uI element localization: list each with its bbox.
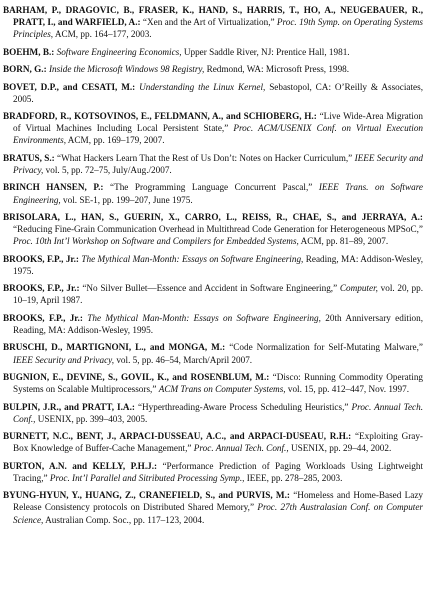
reference-authors: BOVET, D.P., and CESATI, M.: — [3, 81, 136, 92]
reference-title: “The Programming Language Concurrent Pascal,” — [110, 182, 313, 193]
reference-title: The Mythical Man-Month: Essays on Software Engineering, — [87, 312, 321, 323]
reference-authors: BRADFORD, R., KOTSOVINOS, E., FELDMANN, A., and SCHIOBERG, H.: — [3, 111, 317, 122]
reference-title: “Disco: Running Commodity Operating Systems on Scalable Multiprocessors,” — [13, 372, 424, 395]
reference-entry — [3, 253, 423, 277]
reference-venue: Computer, — [339, 283, 378, 294]
reference-details: vol. 15, pp. 412–447, Nov. 1997. — [287, 384, 409, 395]
reference-authors: BROOKS, F.P., Jr.: — [3, 253, 79, 264]
reference-entry — [3, 489, 423, 525]
reference-details: Upper Saddle River, NJ: Prentice Hall, 1981. — [183, 46, 350, 57]
reference-venue: Proc. 27th Australasian Conf. on Computer Science, — [13, 502, 423, 525]
reference-title: “Xen and the Art of Virtualization,” — [142, 17, 275, 28]
reference-authors: BRISOLARA, L., HAN, S., GUERIN, X., CARRO, L., REISS, R., CHAE, S., and JERRAYA, A.: — [3, 212, 423, 223]
reference-entry — [3, 341, 423, 365]
reference-details: ACM, pp. 81–89, 2007. — [300, 236, 389, 247]
reference-authors: BYUNG-HYUN, Y., HUANG, Z., CRANEFIELD, S., and PURVIS, M.: — [3, 490, 290, 501]
reference-details: Redmond, WA: Microsoft Press, 1998. — [206, 64, 350, 75]
reference-details: IEEE, pp. 278–285, 2003. — [246, 472, 343, 483]
reference-entry — [3, 282, 423, 306]
reference-details: vol. SE-1, pp. 199–207, June 1975. — [63, 194, 193, 205]
reference-venue: ACM Trans on Computer Systems, — [158, 384, 286, 395]
reference-title: “Homeless and Home-Based Lazy Release Consistency protocols on Distributed Shared Memory,” — [13, 490, 424, 513]
reference-venue: Proc. Int’l Parallel and Sitributed Processing Symp., — [49, 472, 245, 483]
reference-entry — [3, 211, 423, 247]
reference-title: “Exploiting Gray-Box Knowledge of Buffer-Cache Management,” — [13, 431, 423, 454]
reference-entry — [3, 81, 423, 105]
reference-entry — [3, 401, 423, 425]
reference-authors: BORN, G.: — [3, 64, 47, 75]
reference-venue: Proc. 10th Int’l Workshop on Software and Compilers for Embedded Systems, — [13, 236, 299, 247]
reference-title: “Live Wide-Area Migration of Virtual Machines Including Local Persistent State,” — [13, 111, 424, 134]
reference-entry — [3, 46, 423, 58]
reference-authors: BROOKS, F.P., Jr.: — [3, 283, 80, 294]
reference-authors: BRUSCHI, D., MARTIGNONI, L., and MONGA, M.: — [3, 342, 226, 353]
reference-details: vol. 20, pp. 10–19, April 1987. — [13, 283, 424, 306]
reference-entry — [3, 312, 423, 336]
reference-authors: BROOKS, F.P., Jr.: — [3, 312, 83, 323]
reference-venue: Proc. ACM/USENIX Conf. on Virtual Execution Environments, — [13, 123, 424, 146]
reference-entry — [3, 152, 423, 176]
reference-venue: IEEE Trans. on Software Engineering, — [13, 182, 424, 205]
reference-title: “What Hackers Learn That the Rest of Us Don’t: Notes on Hacker Curriculum,” — [57, 152, 353, 163]
reference-title: “Code Normalization for Self-Mutating Malware,” — [229, 342, 423, 353]
reference-title: “Reducing Fine-Grain Communication Overhead in Multithread Code Generation for Heterogeneous MPSoC,” — [13, 224, 423, 235]
reference-title: “Hyperthreading-Aware Process Scheduling Heuristics,” — [137, 401, 349, 412]
reference-entry — [3, 110, 423, 146]
reference-details: vol. 5, pp. 46–54, March/April 2007. — [116, 354, 253, 365]
reference-authors: BOEHM, B.: — [3, 46, 55, 57]
reference-title: “Performance Prediction of Paging Workloads Using Lightweight Tracing,” — [13, 460, 423, 483]
reference-details: Sebastopol, CA: O’Reilly & Associates, 2005. — [13, 81, 423, 104]
reference-details: USENIX, pp. 399–403, 2005. — [37, 413, 148, 424]
reference-authors: BURNETT, N.C., BENT, J., ARPACI-DUSSEAU, A.C., and ARPACI-DUSEAU, R.H.: — [3, 431, 352, 442]
reference-details: 20th Anniversary edition, Reading, MA: Addison-Wesley, 1995. — [13, 312, 424, 335]
reference-venue: Proc. Annual Tech. Conf., — [193, 443, 289, 454]
reference-details: Australian Comp. Soc., pp. 117–123, 2004. — [45, 514, 205, 525]
reference-title: Software Engineering Economics, — [56, 46, 182, 57]
reference-details: ACM, pp. 164–177, 2003. — [54, 29, 152, 40]
reference-title: “No Silver Bullet—Essence and Accident in Software Engineering,” — [82, 283, 338, 294]
reference-authors: BUGNION, E., DEVINE, S., GOVIL, K., and ROSENBLUM, M.: — [3, 372, 270, 383]
reference-entry — [3, 4, 423, 40]
reference-venue: Proc. 19th Symp. on Operating Systems Principles, — [13, 17, 424, 40]
reference-authors: BRINCH HANSEN, P.: — [3, 182, 104, 193]
reference-entry — [3, 430, 423, 454]
reference-venue: Proc. Annual Tech. Conf., — [13, 401, 423, 424]
reference-title: The Mythical Man-Month: Essays on Software Engineering, — [81, 253, 304, 264]
reference-list — [3, 4, 423, 531]
reference-title: Inside the Microsoft Windows 98 Registry, — [48, 64, 205, 75]
reference-venue: IEEE Security and Privacy, — [13, 152, 423, 175]
reference-venue: IEEE Security and Privacy, — [13, 354, 115, 365]
reference-authors: BULPIN, J.R., and PRATT, I.A.: — [3, 401, 135, 412]
reference-entry — [3, 63, 423, 75]
reference-authors: BARHAM, P., DRAGOVIC, B., FRASER, K., HAND, S., HARRIS, T., HO, A., NEUGEBAUER, R., PRATT, I., and WARFIELD, A.: — [3, 5, 423, 28]
reference-details: vol. 5, pp. 72–75, July/Aug./2007. — [45, 164, 172, 175]
reference-authors: BRATUS, S.: — [3, 152, 55, 163]
reference-title: Understanding the Linux Kernel, — [139, 81, 266, 92]
reference-details: Reading, MA: Addison-Wesley, 1975. — [13, 253, 424, 276]
reference-details: ACM, pp. 169–179, 2007. — [67, 135, 165, 146]
reference-details: USENIX, pp. 29–44, 2002. — [290, 443, 392, 454]
reference-entry — [3, 460, 423, 484]
reference-authors: BURTON, A.N. and KELLY, P.H.J.: — [3, 460, 158, 471]
reference-entry — [3, 181, 423, 205]
reference-entry — [3, 371, 423, 395]
